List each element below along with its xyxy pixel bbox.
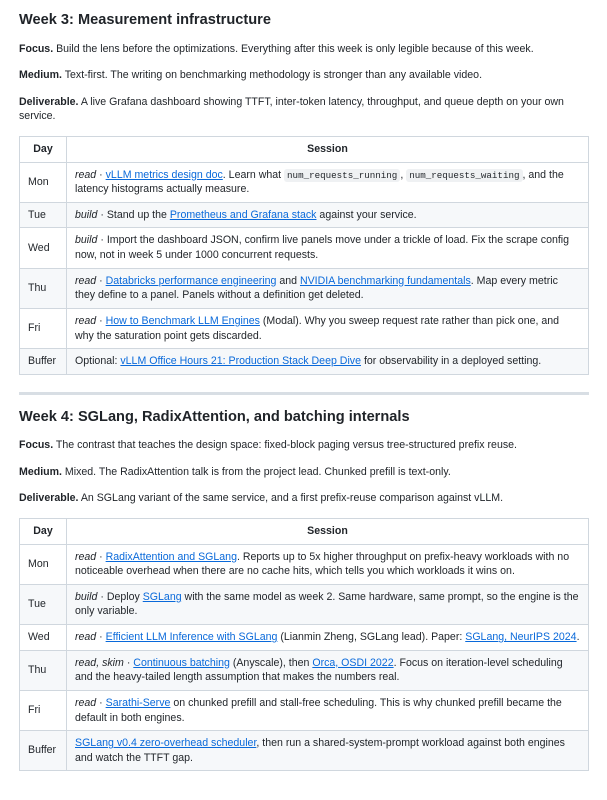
table-row bbox=[20, 268, 589, 308]
table-row bbox=[20, 202, 589, 228]
column-header-day: Day bbox=[20, 519, 67, 545]
table-row bbox=[20, 228, 589, 268]
link-continuous-batching[interactable]: Continuous batching bbox=[133, 656, 230, 669]
session-cell: read · vLLM metrics design doc. Learn what num_requests_running , num_requests_waiting , and the latency histograms actually measure. bbox=[67, 162, 589, 202]
focus-label: Focus. bbox=[19, 42, 54, 55]
day-cell: Buffer bbox=[20, 731, 67, 771]
week3-heading: Week 3: Measurement infrastructure bbox=[19, 12, 271, 28]
code-num-requests-waiting: num_requests_waiting bbox=[406, 169, 522, 182]
day-cell: Fri bbox=[20, 308, 67, 348]
day-cell: Mon bbox=[20, 544, 67, 584]
day-cell: Buffer bbox=[20, 349, 67, 375]
day-cell: Wed bbox=[20, 625, 67, 651]
link-sglang[interactable]: SGLang bbox=[142, 590, 182, 603]
table-row bbox=[20, 690, 589, 730]
week4-heading: Week 4: SGLang, RadixAttention, and batching internals bbox=[19, 408, 410, 425]
session-cell: read · RadixAttention and SGLang. Reports up to 5x higher throughput on prefix-heavy workloads with no noticeable overhead when there are no cache hits, which tells you which workloads it wins on. bbox=[67, 544, 589, 584]
column-header-day: Day bbox=[20, 136, 67, 162]
day-cell: Tue bbox=[20, 202, 67, 228]
week3-medium: Medium. Text-first. The writing on benchmarking methodology is stronger than any available video. bbox=[19, 69, 483, 82]
table-header-row bbox=[20, 519, 589, 545]
week3-table bbox=[19, 136, 589, 375]
table-row bbox=[20, 731, 589, 771]
week4-deliverable: Deliverable. An SGLang variant of the same service, and a first prefix-reuse comparison against vLLM. bbox=[19, 492, 504, 505]
link-sarathi-serve[interactable]: Sarathi-Serve bbox=[105, 696, 171, 709]
table-row bbox=[20, 162, 589, 202]
day-cell: Mon bbox=[20, 162, 67, 202]
session-cell: read, skim · Continuous batching (Anyscale), then Orca, OSDI 2022. Focus on iteration-level scheduling and the heavy-tailed length assumption that makes the numbers real. bbox=[67, 650, 589, 690]
session-cell: SGLang v0.4 zero-overhead scheduler, then run a shared-system-prompt workload against both engines and watch the TTFT gap. bbox=[67, 731, 589, 771]
session-cell: read · Databricks performance engineering and NVIDIA benchmarking fundamentals. Map every metric they define to a panel. Panels without a definition get deleted. bbox=[67, 268, 589, 308]
day-cell: Wed bbox=[20, 228, 67, 268]
day-cell: Tue bbox=[20, 584, 67, 624]
week4-focus: Focus. The contrast that teaches the design space: fixed-block paging versus tree-structured prefix reuse. bbox=[19, 439, 517, 452]
link-prometheus-grafana-stack[interactable]: Prometheus and Grafana stack bbox=[169, 208, 317, 221]
section-divider bbox=[19, 392, 589, 395]
column-header-session: Session bbox=[67, 136, 589, 162]
link-sglang-v04-scheduler[interactable]: SGLang v0.4 zero-overhead scheduler bbox=[75, 737, 257, 750]
day-cell: Thu bbox=[20, 650, 67, 690]
table-row bbox=[20, 650, 589, 690]
medium-label: Medium. bbox=[19, 465, 62, 478]
session-cell: read · Sarathi-Serve on chunked prefill and stall-free scheduling. This is why chunked prefill became the default in both engines. bbox=[67, 690, 589, 730]
link-databricks-performance[interactable]: Databricks performance engineering bbox=[105, 274, 277, 287]
link-nvidia-benchmarking[interactable]: NVIDIA benchmarking fundamentals bbox=[299, 274, 471, 287]
session-cell: Optional: vLLM Office Hours 21: Production Stack Deep Dive for observability in a deployed setting. bbox=[67, 349, 589, 375]
table-row bbox=[20, 308, 589, 348]
link-sglang-neurips[interactable]: SGLang, NeurIPS 2024 bbox=[465, 631, 577, 644]
column-header-session: Session bbox=[67, 519, 589, 545]
link-efficient-llm-inference[interactable]: Efficient LLM Inference with SGLang bbox=[105, 631, 278, 644]
medium-label: Medium. bbox=[19, 69, 62, 82]
link-radixattention-sglang[interactable]: RadixAttention and SGLang bbox=[105, 550, 237, 563]
session-cell: build · Deploy SGLang with the same model as week 2. Same hardware, same prompt, so the engine is the only variable. bbox=[67, 584, 589, 624]
link-benchmark-llm-engines[interactable]: How to Benchmark LLM Engines bbox=[105, 314, 260, 327]
week4-medium: Medium. Mixed. The RadixAttention talk is from the project lead. Chunked prefill is text-only. bbox=[19, 465, 451, 478]
week3-deliverable: Deliverable. A live Grafana dashboard showing TTFT, inter-token latency, throughput, and queue depth on your own service. bbox=[19, 95, 564, 123]
deliverable-label: Deliverable. bbox=[19, 95, 79, 108]
session-cell: read · How to Benchmark LLM Engines (Modal). Why you sweep request rate rather than pick one, and why the saturation point gets discarded. bbox=[67, 308, 589, 348]
link-orca-osdi[interactable]: Orca, OSDI 2022 bbox=[312, 656, 394, 669]
table-row bbox=[20, 584, 589, 624]
day-cell: Fri bbox=[20, 690, 67, 730]
week3-focus: Focus. Build the lens before the optimizations. Everything after this week is only legible because of this week. bbox=[19, 42, 534, 55]
link-vllm-metrics-design-doc[interactable]: vLLM metrics design doc bbox=[105, 168, 223, 181]
week4-table bbox=[19, 518, 589, 771]
code-num-requests-running: num_requests_running bbox=[284, 169, 400, 182]
session-cell: build · Stand up the Prometheus and Grafana stack against your service. bbox=[67, 202, 589, 228]
session-cell: read · Efficient LLM Inference with SGLang (Lianmin Zheng, SGLang lead). Paper: SGLang, NeurIPS 2024. bbox=[67, 625, 589, 651]
table-row bbox=[20, 625, 589, 651]
focus-label: Focus. bbox=[19, 439, 54, 452]
session-cell: build · Import the dashboard JSON, confirm live panels move under a trickle of load. Fix the scrape config now, not in week 5 under 1000 concurrent requests. bbox=[67, 228, 589, 268]
deliverable-label: Deliverable. bbox=[19, 492, 79, 505]
table-row bbox=[20, 544, 589, 584]
table-header-row bbox=[20, 136, 589, 162]
link-vllm-office-hours-21[interactable]: vLLM Office Hours 21: Production Stack Deep Dive bbox=[120, 355, 361, 368]
day-cell: Thu bbox=[20, 268, 67, 308]
table-row bbox=[20, 349, 589, 375]
